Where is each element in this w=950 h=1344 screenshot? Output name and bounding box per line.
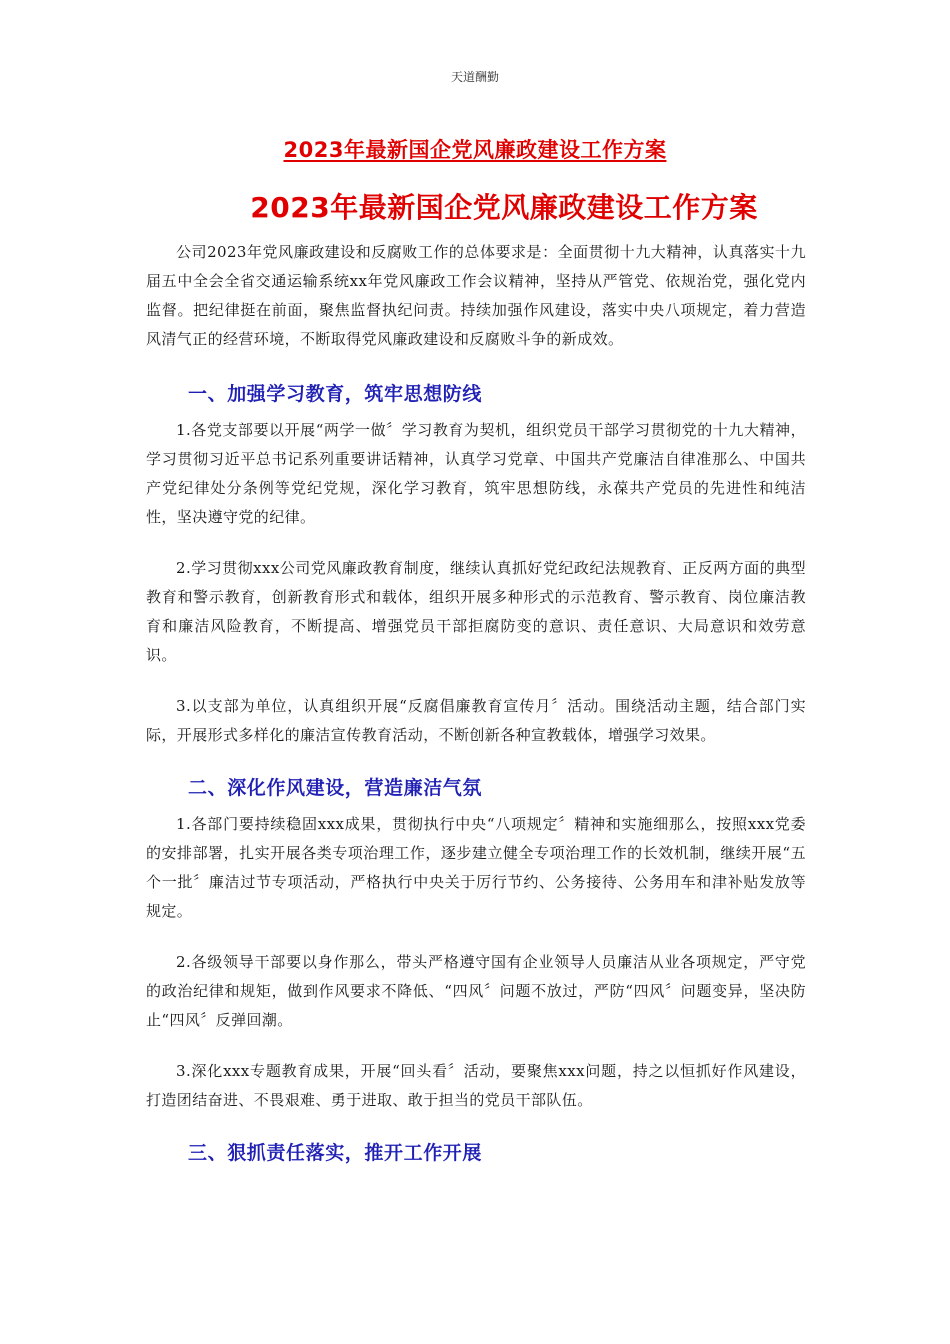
section-1-item-2: 2.学习贯彻xxx公司党风廉政教育制度，继续认真抓好党纪政纪法规教育、正反两方面的典型教育和警示教育，创新教育形式和载体，组织开展多种形式的示范教育、警示教育、岗位廉洁教育和廉洁风险教育，不断提高、增强党员干部拒腐防变的意识、责任意识、大局意识和效劳意识。: [146, 559, 806, 664]
section-2-item-1: 1.各部门要持续稳固xxx成果，贯彻执行中央“八项规定〞精神和实施细那么，按照xxx党委的安排部署，扎实开展各类专项治理工作，逐步建立健全专项治理工作的长效机制，继续开展“五个一批〞廉洁过节专项活动，严格执行中央关于厉行节约、公务接待、公务用车和津补贴发放等规定。: [146, 815, 806, 920]
section-1-heading: 一、加强学习教育，筑牢思想防线: [188, 383, 483, 405]
document-body: [146, 238, 806, 1167]
section-1-item-3: 3.以支部为单位，认真组织开展“反腐倡廉教育宣传月〞活动。围绕活动主题，结合部门实际，开展形式多样化的廉洁宣传教育活动，不断创新各种宣教载体，增强学习效果。: [146, 697, 806, 744]
section-1-item-1: 1.各党支部要以开展“两学一做〞学习教育为契机，组织党员干部学习贯彻党的十九大精神，学习贯彻习近平总书记系列重要讲话精神，认真学习党章、中国共产党廉洁自律准那么、中国共产党纪律处分条例等党纪党规，深化学习教育，筑牢思想防线，永葆共产党员的先进性和纯洁性，坚决遵守党的纪律。: [146, 421, 806, 526]
page-header: 天道酬勤: [450, 70, 499, 84]
section-2-heading: 二、深化作风建设，营造廉洁气氛: [188, 777, 483, 799]
section-2-item-2: 2.各级领导干部要以身作那么，带头严格遵守国有企业领导人员廉洁从业各项规定，严守党的政治纪律和规矩，做到作风要求不降低、“四风〞问题不放过，严防“四风〞问题变异，坚决防止“四风〞反弹回潮。: [146, 953, 806, 1029]
section-2-item-3: 3.深化xxx专题教育成果，开展“回头看〞活动，要聚焦xxx问题，持之以恒抓好作风建设，打造团结奋进、不畏艰难、勇于进取、敢于担当的党员干部队伍。: [146, 1062, 806, 1109]
section-3-heading: 三、狠抓责任落实，推开工作开展: [188, 1142, 483, 1164]
document-title-link[interactable]: 2023年最新国企党风廉政建设工作方案: [283, 138, 667, 162]
document-title: 2023年最新国企党风廉政建设工作方案: [250, 191, 758, 224]
intro-paragraph: 公司2023年党风廉政建设和反腐败工作的总体要求是：全面贯彻十九大精神，认真落实十九届五中全会全省交通运输系统xx年党风廉政工作会议精神，坚持从严管党、依规治党，强化党内监督。把纪律挺在前面，聚焦监督执纪问责。持续加强作风建设，落实中央八项规定，着力营造风清气正的经营环境，不断取得党风廉政建设和反腐败斗争的新成效。: [146, 243, 806, 348]
